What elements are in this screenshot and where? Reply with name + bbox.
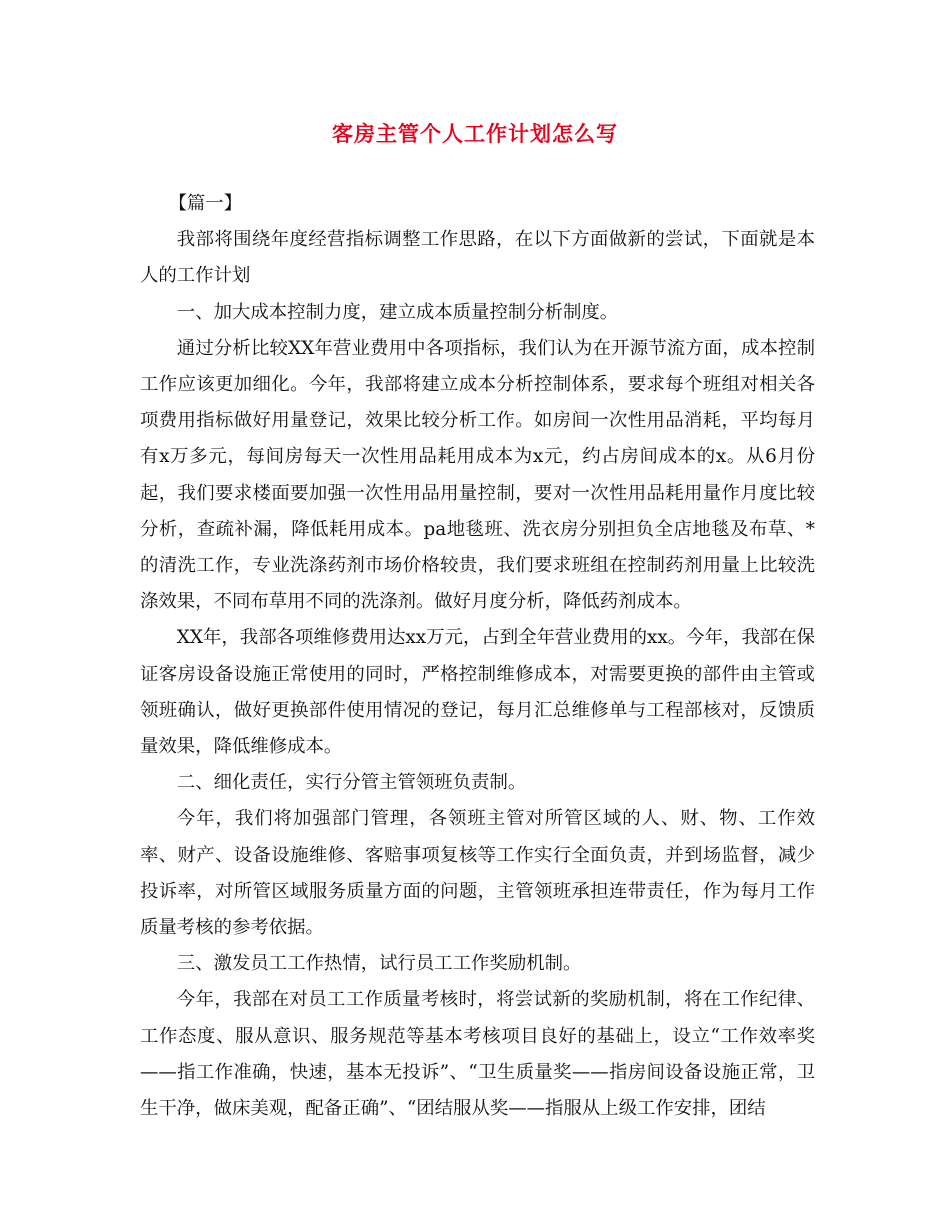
heading-responsibility: 二、细化责任，实行分管主管领班负责制。 (176, 772, 527, 794)
paragraph-responsibility: 今年，我们将加强部门管理，各领班主管对所管区域的人、财、物、工作效率、财产、设备设施维修、客赔事项复核等工作实行全面负责，并到场监督，减少投诉率，对所管区域服务质量方面的问题，主管领班承担连带责任，作为每月工作质量考核的参考依据。 (140, 808, 815, 939)
paragraph-maintenance-cost: XX年，我部各项维修费用达xx万元，占到全年营业费用的xx。今年，我部在保证客房设备设施正常使用的同时，严格控制维修成本，对需要更换的部件由主管或领班确认，做好更换部件使用情况的登记，每月汇总维修单与工程部核对，反馈质量效果，降低维修成本。 (140, 627, 815, 758)
heading-incentive: 三、激发员工工作热情，试行员工工作奖励机制。 (176, 953, 582, 975)
section-tag: 【篇一】 (168, 193, 243, 214)
document-body (140, 186, 815, 1127)
document-title: 客房主管个人工作计划怎么写 (332, 121, 618, 146)
heading-cost-control: 一、加大成本控制力度，建立成本质量控制分析制度。 (176, 301, 619, 323)
paragraph-cost-analysis: 通过分析比较XX年营业费用中各项指标，我们认为在开源节流方面，成本控制工作应该更加细化。今年，我部将建立成本分析控制体系，要求每个班组对相关各项费用指标做好用量登记，效果比较分析工作。如房间一次性用品消耗，平均每月有x万多元，每间房每天一次性用品耗用成本为x元，约占房间成本的x。从6月份起，我们要求楼面要加强一次性用品用量控制，要对一次性用品耗用量作月度比较分析，查疏补漏，降低耗用成本。pa地毯班、洗衣房分别担负全店地毯及布草、*的清洗工作，专业洗涤药剂市场价格较贵，我们要求班组在控制药剂用量上比较洗涤效果，不同布草用不同的洗涤剂。做好月度分析，降低药剂成本。 (140, 337, 815, 613)
paragraph-incentive: 今年，我部在对员工工作质量考核时，将尝试新的奖励机制，将在工作纪律、工作态度、服从意识、服务规范等基本考核项目良好的基础上，设立“工作效率奖——指工作准确，快速，基本无投诉”、“卫生质量奖——指房间设备设施正常，卫生干净，做床美观，配备正确”、“团结服从奖——指服从上级工作安排，团结 (140, 989, 815, 1120)
paragraph-intro: 我部将围绕年度经营指标调整工作思路，在以下方面做新的尝试，下面就是本人的工作计划 (140, 229, 815, 287)
